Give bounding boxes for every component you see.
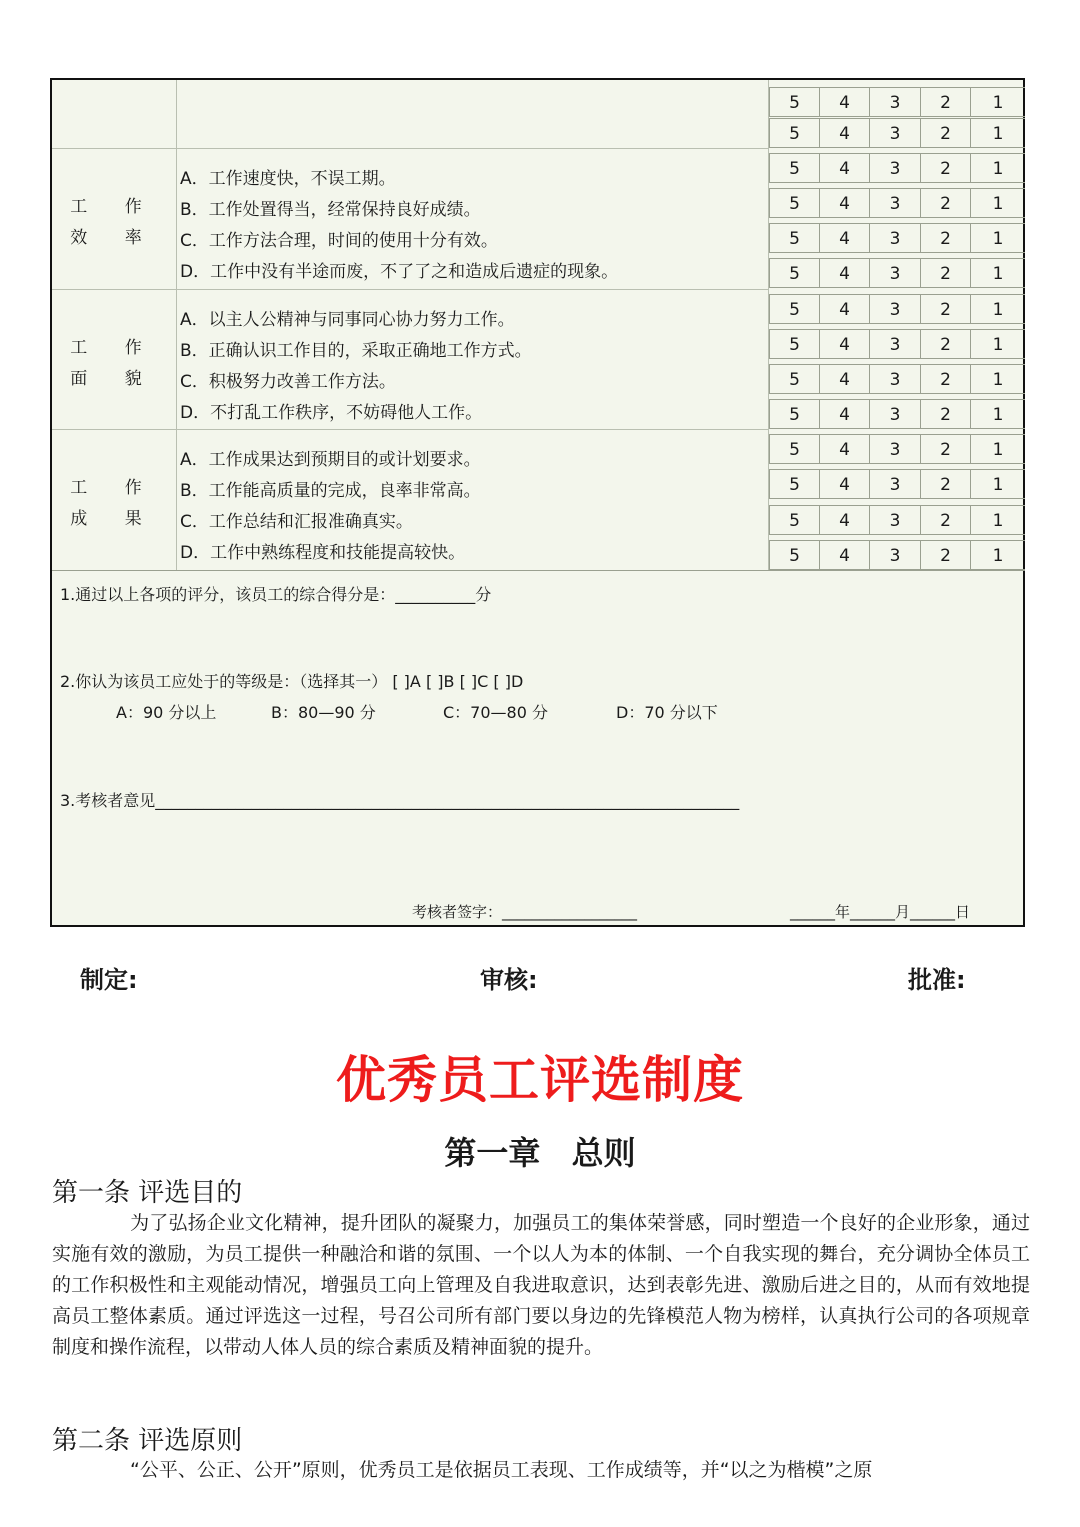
score-option-1[interactable]: 1	[970, 189, 1025, 217]
article-1-body	[52, 1208, 1030, 1363]
score-option-3[interactable]: 3	[869, 259, 920, 287]
score-option-3[interactable]: 3	[869, 295, 920, 323]
score-row	[769, 399, 1025, 429]
score-option-5[interactable]: 5	[769, 154, 819, 182]
score-option-1[interactable]: 1	[970, 154, 1025, 182]
signature-review: 审核:	[480, 966, 538, 994]
score-option-2[interactable]: 2	[920, 189, 970, 217]
score-option-4[interactable]: 4	[819, 295, 869, 323]
score-row	[769, 540, 1025, 570]
score-option-3[interactable]: 3	[869, 435, 920, 463]
score-option-2[interactable]: 2	[920, 400, 970, 428]
score-option-3[interactable]: 3	[869, 88, 920, 116]
score-option-5[interactable]: 5	[769, 88, 819, 116]
article-2-heading: 第二条 评选原则	[52, 1426, 243, 1456]
category-divider	[176, 80, 177, 570]
score-option-4[interactable]: 4	[819, 189, 869, 217]
criterion-text: C．工作总结和汇报准确真实。	[180, 512, 413, 532]
score-option-5[interactable]: 5	[769, 330, 819, 358]
score-option-2[interactable]: 2	[920, 541, 970, 569]
category-line: 成 果	[70, 509, 158, 529]
score-row	[769, 87, 1025, 117]
score-row	[769, 505, 1025, 535]
score-option-5[interactable]: 5	[769, 470, 819, 498]
score-option-2[interactable]: 2	[920, 259, 970, 287]
article-1-heading: 第一条 评选目的	[52, 1178, 243, 1208]
score-option-4[interactable]: 4	[819, 435, 869, 463]
score-option-3[interactable]: 3	[869, 400, 920, 428]
score-option-5[interactable]: 5	[769, 259, 819, 287]
score-option-1[interactable]: 1	[970, 259, 1025, 287]
score-option-2[interactable]: 2	[920, 365, 970, 393]
score-option-4[interactable]: 4	[819, 224, 869, 252]
score-option-1[interactable]: 1	[970, 435, 1025, 463]
score-option-3[interactable]: 3	[869, 365, 920, 393]
category-work-attitude	[52, 333, 176, 395]
category-line: 面 貌	[70, 369, 158, 389]
score-option-2[interactable]: 2	[920, 470, 970, 498]
score-row	[769, 329, 1025, 359]
score-option-2[interactable]: 2	[920, 506, 970, 534]
reviewer-opinion-label: 3.考核者意见_____________________________________________	[60, 791, 516, 810]
score-row	[769, 469, 1025, 499]
criterion-text: B．正确认识工作目的，采取正确地工作方式。	[180, 341, 532, 361]
score-option-3[interactable]: 3	[869, 541, 920, 569]
score-row	[769, 188, 1025, 218]
score-option-5[interactable]: 5	[769, 541, 819, 569]
criterion-text: C．工作方法合理，时间的使用十分有效。	[180, 231, 498, 251]
score-option-3[interactable]: 3	[869, 506, 920, 534]
score-option-3[interactable]: 3	[869, 330, 920, 358]
score-option-4[interactable]: 4	[819, 259, 869, 287]
score-row	[769, 258, 1025, 288]
score-option-4[interactable]: 4	[819, 154, 869, 182]
document-title: 优秀员工评选制度	[336, 1051, 744, 1109]
signature-approve: 批准:	[908, 966, 966, 994]
score-option-4[interactable]: 4	[819, 470, 869, 498]
grade-question: 2.你认为该员工应处于的等级是：（选择其一） [ ]A [ ]B [ ]C [ ]D	[60, 672, 524, 691]
score-option-5[interactable]: 5	[769, 119, 819, 147]
reviewer-signature: 考核者签字：__________________	[412, 903, 638, 921]
score-option-4[interactable]: 4	[819, 119, 869, 147]
score-option-3[interactable]: 3	[869, 224, 920, 252]
score-option-1[interactable]: 1	[970, 365, 1025, 393]
article-2-text: “公平、公正、公开”原则，优秀员工是依据员工表现、工作成绩等，并“以之为楷模”之原	[130, 1459, 873, 1481]
signature-made: 制定:	[80, 966, 138, 994]
review-date: ______年______月______日	[790, 903, 971, 921]
category-line: 效 率	[70, 228, 158, 248]
score-option-3[interactable]: 3	[869, 470, 920, 498]
score-option-1[interactable]: 1	[970, 295, 1025, 323]
criterion-text: A．工作成果达到预期目的或计划要求。	[180, 450, 481, 470]
reviewer-opinion-line: ____________________________	[515, 791, 740, 810]
score-option-3[interactable]: 3	[869, 119, 920, 147]
score-option-3[interactable]: 3	[869, 189, 920, 217]
score-option-2[interactable]: 2	[920, 224, 970, 252]
table-bottom-divider	[52, 570, 1025, 571]
score-option-5[interactable]: 5	[769, 365, 819, 393]
criterion-text: B．工作能高质量的完成，良率非常高。	[180, 481, 481, 501]
score-option-5[interactable]: 5	[769, 435, 819, 463]
category-line: 工 作	[70, 197, 158, 217]
score-option-5[interactable]: 5	[769, 400, 819, 428]
grade-option-b: B：80—90 分	[271, 703, 376, 722]
grade-option-c: C：70—80 分	[443, 703, 548, 722]
group-divider	[52, 429, 768, 430]
score-option-1[interactable]: 1	[970, 330, 1025, 358]
score-option-1[interactable]: 1	[970, 224, 1025, 252]
score-option-2[interactable]: 2	[920, 88, 970, 116]
score-row	[769, 153, 1025, 183]
category-work-results	[52, 473, 176, 535]
group-divider	[52, 289, 768, 290]
score-option-4[interactable]: 4	[819, 541, 869, 569]
criterion-text: A．工作速度快，不误工期。	[180, 169, 396, 189]
group-divider	[52, 148, 768, 149]
score-option-2[interactable]: 2	[920, 330, 970, 358]
score-option-5[interactable]: 5	[769, 224, 819, 252]
grade-option-d: D：70 分以下	[616, 703, 718, 722]
score-row	[769, 223, 1025, 253]
article-2-body	[52, 1455, 1030, 1486]
score-option-5[interactable]: 5	[769, 295, 819, 323]
score-option-1[interactable]: 1	[970, 119, 1025, 147]
category-line: 工 作	[70, 478, 158, 498]
criterion-text: A．以主人公精神与同事同心协力努力工作。	[180, 310, 515, 330]
criterion-text: D．工作中熟练程度和技能提高较快。	[180, 543, 466, 563]
score-option-1[interactable]: 1	[970, 470, 1025, 498]
score-option-4[interactable]: 4	[819, 506, 869, 534]
category-line: 工 作	[70, 338, 158, 358]
score-option-4[interactable]: 4	[819, 330, 869, 358]
score-option-5[interactable]: 5	[769, 189, 819, 217]
evaluation-form	[50, 78, 1025, 927]
score-option-2[interactable]: 2	[920, 435, 970, 463]
score-option-1[interactable]: 1	[970, 400, 1025, 428]
score-option-3[interactable]: 3	[869, 154, 920, 182]
total-score-question: 1.通过以上各项的评分，该员工的综合得分是：__________分	[60, 585, 492, 604]
score-option-2[interactable]: 2	[920, 154, 970, 182]
criterion-text: D．不打乱工作秩序，不妨碍他人工作。	[180, 403, 483, 423]
reviewer-opinion	[60, 788, 739, 811]
score-row	[769, 118, 1025, 148]
criterion-text: C．积极努力改善工作方法。	[180, 372, 396, 392]
chapter-heading: 第一章 总则	[444, 1134, 636, 1172]
score-option-4[interactable]: 4	[819, 365, 869, 393]
score-row	[769, 294, 1025, 324]
score-option-1[interactable]: 1	[970, 88, 1025, 116]
category-work-efficiency	[52, 192, 176, 254]
score-option-4[interactable]: 4	[819, 88, 869, 116]
score-row	[769, 364, 1025, 394]
article-1-text: 为了弘扬企业文化精神，提升团队的凝聚力，加强员工的集体荣誉感，同时塑造一个良好的企业形象，通过实施有效的激励，为员工提供一种融洽和谐的氛围、一个以人为本的体制、一个自我实现的舞台，充分调协全体员工的工作积极性和主观能动情况，增强员工向上管理及自我进取意识，达到表彰先进、激励后进之目的，从而有效地提高员工整体素质。通过评选这一过程，号召公司所有部门要以身边的先锋模范人物为榜样，认真执行公司的各项规章制度和操作流程，以带动人体人员的综合素质及精神面貌的提升。	[52, 1212, 1030, 1358]
score-option-2[interactable]: 2	[920, 119, 970, 147]
score-option-5[interactable]: 5	[769, 506, 819, 534]
criterion-text: B．工作处置得当，经常保持良好成绩。	[180, 200, 481, 220]
grade-option-a: A：90 分以上	[116, 703, 217, 722]
score-option-1[interactable]: 1	[970, 541, 1025, 569]
criterion-text: D．工作中没有半途而废，不了了之和造成后遗症的现象。	[180, 262, 619, 282]
score-option-1[interactable]: 1	[970, 506, 1025, 534]
score-row	[769, 434, 1025, 464]
score-option-2[interactable]: 2	[920, 295, 970, 323]
score-option-4[interactable]: 4	[819, 400, 869, 428]
